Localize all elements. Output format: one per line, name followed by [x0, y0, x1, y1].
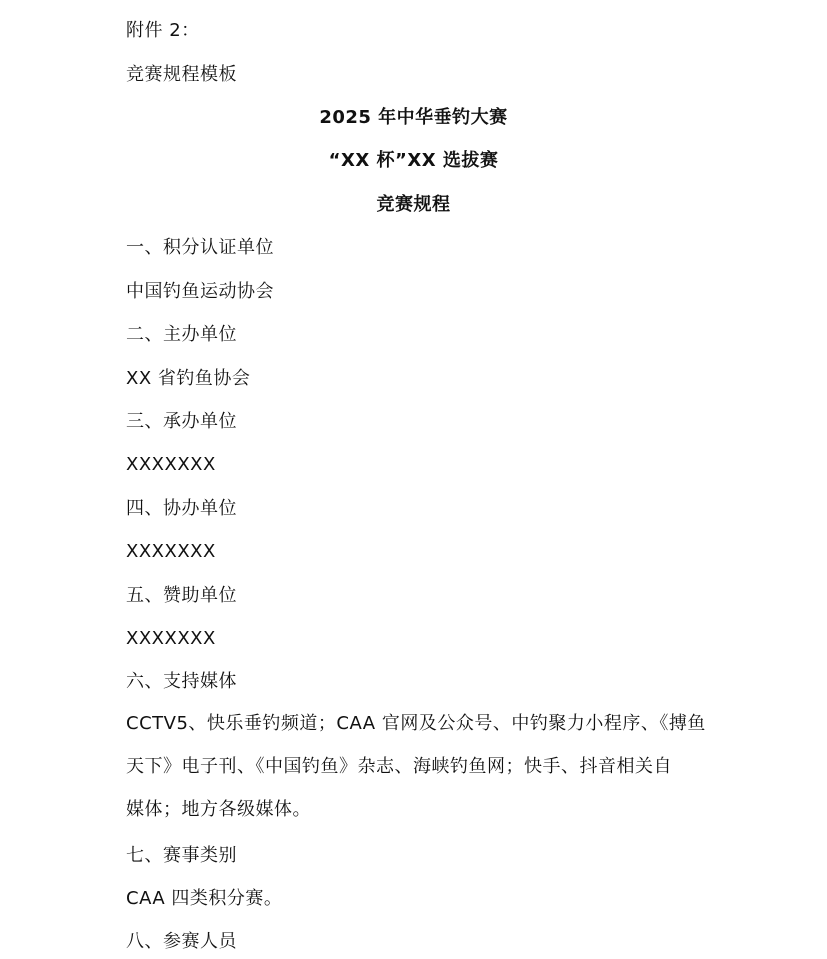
media-line-2: 天下》电子刊、《中国钓鱼》杂志、海峡钓鱼网；快手、抖音相关自: [126, 756, 672, 777]
section-content-5: XXXXXXX: [126, 628, 216, 649]
section-heading-4: 四、协办单位: [126, 498, 237, 519]
section-content-4: XXXXXXX: [126, 541, 216, 562]
section-heading-2: 二、主办单位: [126, 324, 237, 345]
media-line-3: 媒体；地方各级媒体。: [126, 799, 311, 820]
section-content-6: [126, 702, 716, 831]
section-heading-1: 一、积分认证单位: [126, 237, 274, 258]
attachment-label: 附件 2：: [126, 20, 200, 41]
section-heading-3: 三、承办单位: [126, 411, 237, 432]
title-line-3: 竞赛规程: [376, 194, 451, 215]
section-heading-6: 六、支持媒体: [126, 671, 237, 692]
title-line-2: “XX 杯”XX 选拔赛: [328, 150, 499, 171]
title-line-1: 2025 年中华垂钓大赛: [319, 107, 508, 128]
section-content-2: XX 省钓鱼协会: [126, 368, 251, 389]
section-content-7: CAA 四类积分赛。: [126, 888, 283, 909]
section-heading-8: 八、参赛人员: [126, 931, 237, 952]
section-heading-5: 五、赞助单位: [126, 585, 237, 606]
section-content-1: 中国钓鱼运动协会: [126, 281, 274, 302]
media-line-1: CCTV5、快乐垂钓频道；CAA 官网及公众号、中钓聚力小程序、《搏鱼: [126, 713, 706, 734]
section-heading-7: 七、赛事类别: [126, 845, 237, 866]
template-label: 竞赛规程模板: [126, 64, 237, 85]
section-content-3: XXXXXXX: [126, 454, 216, 475]
